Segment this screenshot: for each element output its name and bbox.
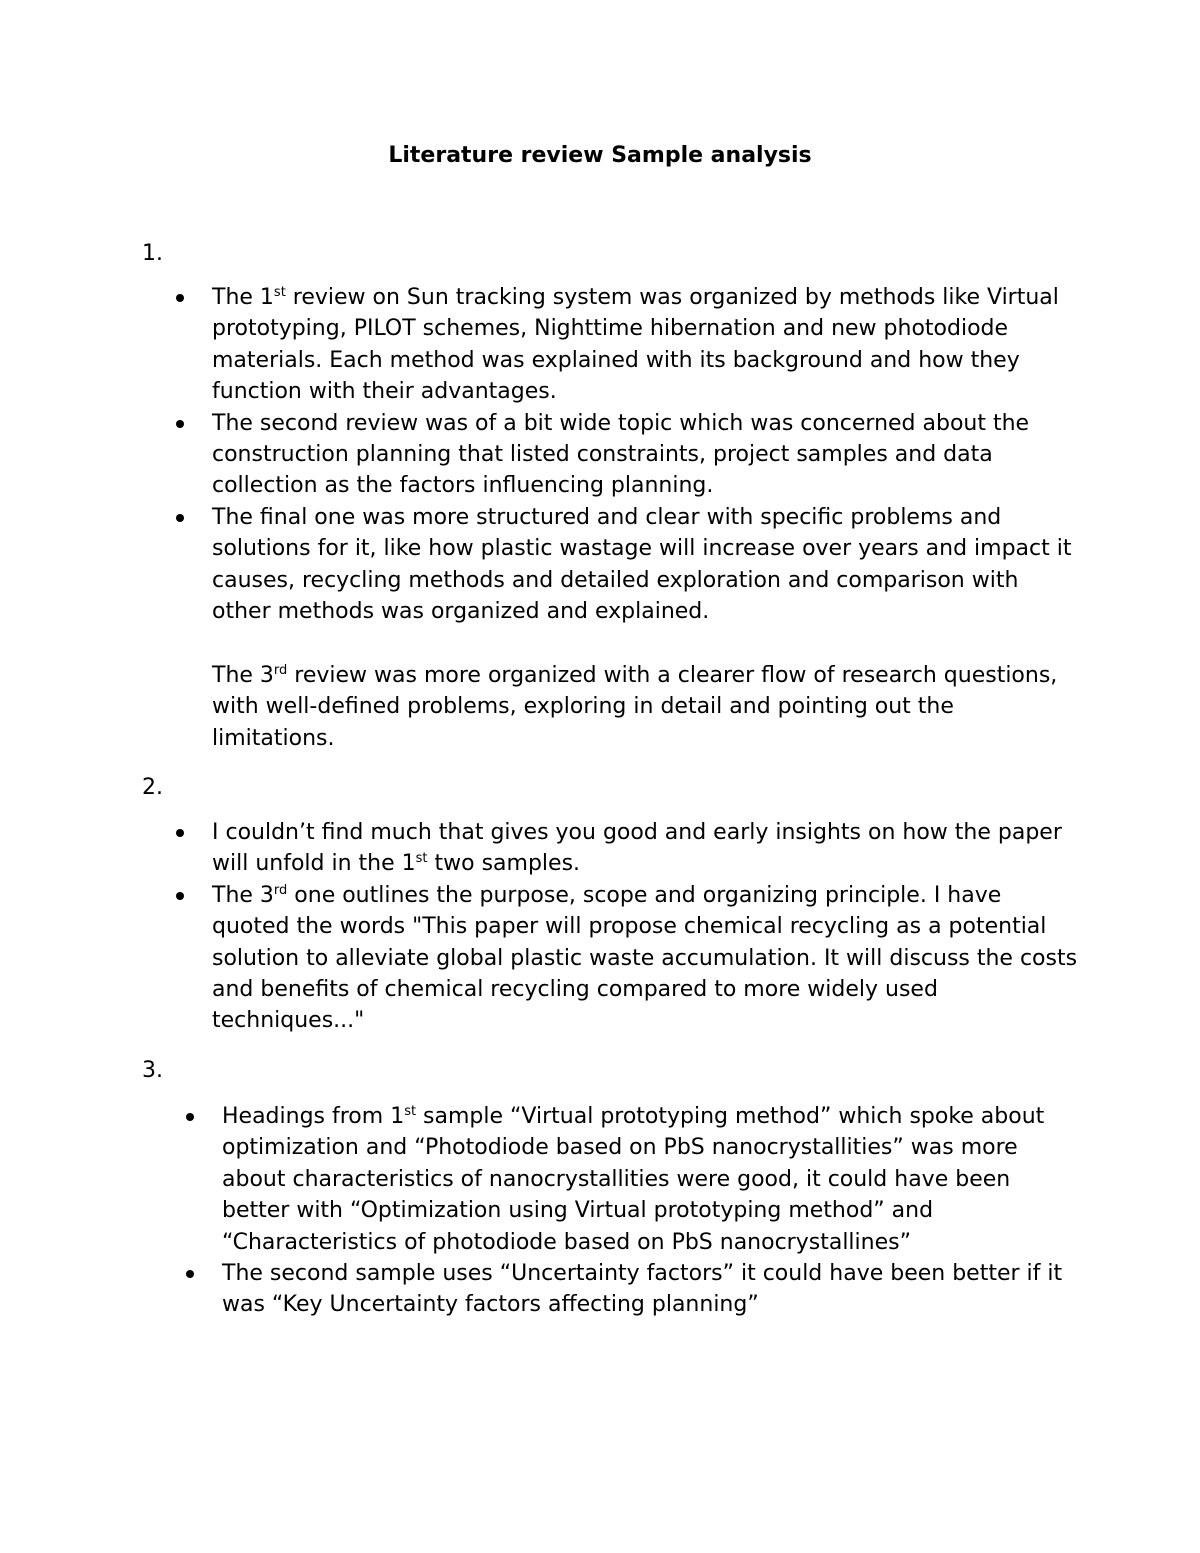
bullet-icon [186, 1270, 194, 1278]
section-1-bullet-list [212, 282, 1082, 627]
section-1-summary-paragraph: The 3rd review was more organized with a clearer flow of research questions, with well-defined problems, exploring in detail and pointing out the limitations. [212, 663, 1058, 751]
list-item: The final one was more structured and clear with specific problems and solutions for it, like how plastic wastage will increase over years and impact it causes, recycling methods and detailed exploration and comparison with other methods was organized and explained. [212, 502, 1082, 628]
list-item: The second review was of a bit wide topic which was concerned about the construction planning that listed constraints, project samples and data collection as the factors influencing planning. [212, 408, 1082, 502]
bullet-icon [186, 1113, 194, 1121]
section-number-3: 3. [142, 1058, 163, 1083]
list-item: Headings from 1st sample “Virtual prototyping method” which spoke about optimization and “Photodiode based on PbS nanocrystallities” was more about characteristics of nanocrystallities were good, it could have been better with “Optimization using Virtual prototyping method” and “Characteristics of photodiode based on PbS nanocrystallines” [222, 1101, 1082, 1258]
document-title: Literature review Sample analysis [388, 143, 812, 168]
section-2-bullet-list [212, 817, 1082, 1037]
bullet-icon [176, 294, 184, 302]
section-number-1: 1. [142, 241, 163, 266]
list-item: I couldn’t find much that gives you good and early insights on how the paper will unfold in the 1st two samples. [212, 817, 1082, 880]
bullet-icon [176, 829, 184, 837]
list-item: The 3rd one outlines the purpose, scope and organizing principle. I have quoted the words "This paper will propose chemical recycling as a potential solution to alleviate global plastic waste accumulation. It will discuss the costs and benefits of chemical recycling compared to more widely used techniques..." [212, 880, 1082, 1037]
list-item: The 1st review on Sun tracking system was organized by methods like Virtual prototyping, PILOT schemes, Nighttime hibernation and new photodiode materials. Each method was explained with its background and how they function with their advantages. [212, 282, 1082, 408]
bullet-icon [176, 892, 184, 900]
section-3-bullet-list [222, 1101, 1082, 1321]
list-item: The second sample uses “Uncertainty factors” it could have been better if it was “Key Uncertainty factors affecting planning” [222, 1258, 1082, 1321]
section-number-2: 2. [142, 775, 163, 800]
bullet-icon [176, 420, 184, 428]
bullet-icon [176, 514, 184, 522]
